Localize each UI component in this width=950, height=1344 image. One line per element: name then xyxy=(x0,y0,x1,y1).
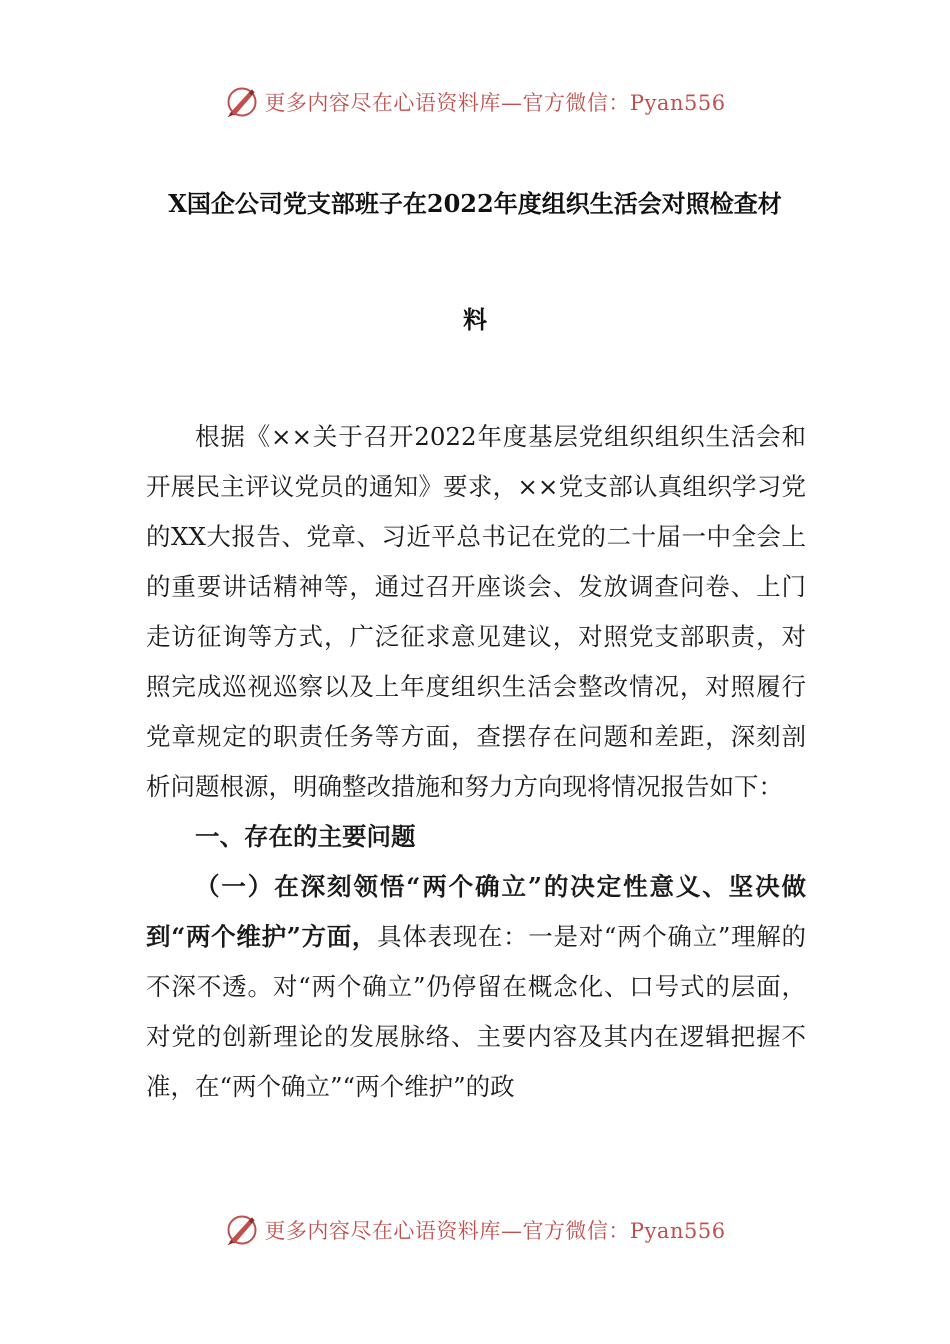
footer-watermark xyxy=(0,1210,950,1250)
pen-circle-icon xyxy=(224,1212,260,1248)
intro-paragraph: 根据《××关于召开2022年度基层党组织组织生活会和开展民主评议党员的通知》要求，××党支部认真组织学习党的XX大报告、党章、习近平总书记在党的二十届一中全会上的重要讲话精神等，通过召开座谈会、发放调查问卷、上门走访征询等方式，广泛征求意见建议，对照党支部职责，对照完成巡视巡察以及上年度组织生活会整改情况，对照履行党章规定的职责任务等方面，查摆存在问题和差距，深刻剖析问题根源，明确整改措施和努力方向现将情况报告如下： xyxy=(146,422,806,801)
watermark-text: 更多内容尽在心语资料库—官方微信：Pyan556 xyxy=(264,1219,726,1243)
document-title-line-2: 料 xyxy=(463,305,487,334)
subsection-paragraph xyxy=(146,862,806,1112)
document-title-line-1: X国企公司党支部班子在2022年度组织生活会对照检查材 xyxy=(168,189,782,218)
subsection-text: 具体表现在：一是对“两个确立”理解的不深不透。对“两个确立”仍停留在概念化、口号式的层面，对党的创新理论的发展脉络、主要内容及其内在逻辑把握不准，在“两个确立”“两个维护”的政 xyxy=(146,922,806,1101)
pen-circle-icon xyxy=(224,84,260,120)
section-heading: 一、存在的主要问题 xyxy=(195,822,416,851)
watermark-text: 更多内容尽在心语资料库—官方微信：Pyan556 xyxy=(264,91,726,115)
subsection-heading: （一）在深刻领悟“两个确立”的决定性意义、坚决做到“两个维护”方面， xyxy=(146,872,806,951)
header-watermark xyxy=(0,82,950,122)
document-body xyxy=(146,412,806,1112)
